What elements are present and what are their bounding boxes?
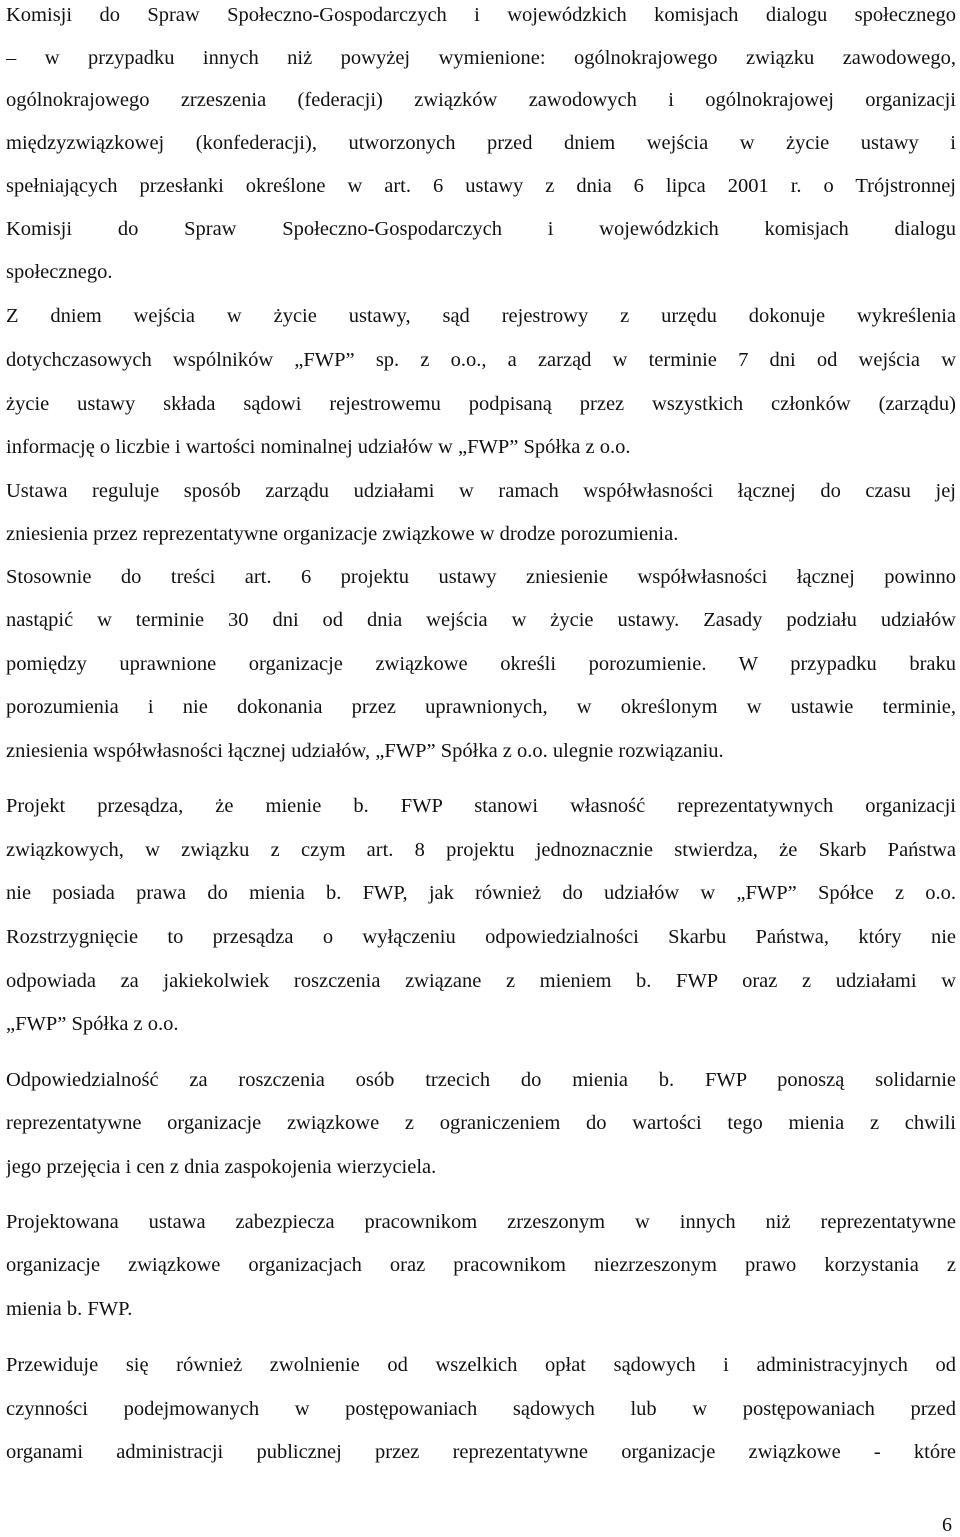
- text-line: związkowych, w związku z czym art. 8 projektu jednoznacznie stwierdza, że Skarb Państwa: [6, 839, 956, 861]
- text-line: mienia b. FWP.: [6, 1298, 133, 1320]
- text-line: Komisji do Spraw Społeczno-Gospodarczych i wojewódzkich komisjach dialogu społecznego: [6, 4, 956, 26]
- text-line: informację o liczbie i wartości nominalnej udziałów w „FWP” Spółka z o.o.: [6, 436, 631, 458]
- text-line: społecznego.: [6, 261, 113, 283]
- text-line: organami administracji publicznej przez reprezentatywne organizacje związkowe - które: [6, 1441, 956, 1463]
- text-line: Przewiduje się również zwolnienie od wszelkich opłat sądowych i administracyjnych od: [6, 1354, 956, 1376]
- text-line: organizacje związkowe organizacjach oraz pracownikom niezrzeszonym prawo korzystania z: [6, 1254, 956, 1276]
- text-line: jego przejęcia i cen z dnia zaspokojenia wierzyciela.: [6, 1156, 437, 1178]
- text-line: reprezentatywne organizacje związkowe z ograniczeniem do wartości tego mienia z chwili: [6, 1112, 956, 1134]
- text-line: Ustawa reguluje sposób zarządu udziałami w ramach współwłasności łącznej do czasu jej: [6, 480, 956, 502]
- text-line: dotychczasowych wspólników „FWP” sp. z o.o., a zarząd w terminie 7 dni od wejścia w: [6, 349, 956, 371]
- text-line: Projektowana ustawa zabezpiecza pracownikom zrzeszonym w innych niż reprezentatywne: [6, 1211, 956, 1233]
- text-line: międzyzwiązkowej (konfederacji), utworzonych przed dniem wejścia w życie ustawy i: [6, 132, 956, 154]
- text-line: Rozstrzygnięcie to przesądza o wyłączeniu odpowiedzialności Skarbu Państwa, który nie: [6, 926, 956, 948]
- text-line: nie posiada prawa do mienia b. FWP, jak również do udziałów w „FWP” Spółce z o.o.: [6, 882, 956, 904]
- text-line: Komisji do Spraw Społeczno-Gospodarczych i wojewódzkich komisjach dialogu: [6, 218, 956, 240]
- text-line: porozumienia i nie dokonania przez uprawnionych, w określonym w ustawie terminie,: [6, 696, 956, 718]
- text-line: Odpowiedzialność za roszczenia osób trzecich do mienia b. FWP ponoszą solidarnie: [6, 1069, 956, 1091]
- text-line: życie ustawy składa sądowi rejestrowemu podpisaną przez wszystkich członków (zarządu): [6, 393, 956, 415]
- text-line: „FWP” Spółka z o.o.: [6, 1013, 179, 1035]
- text-line: Stosownie do treści art. 6 projektu ustawy zniesienie współwłasności łącznej powinno: [6, 566, 956, 588]
- text-line: pomiędzy uprawnione organizacje związkowe określi porozumienie. W przypadku braku: [6, 653, 956, 675]
- text-line: – w przypadku innych niż powyżej wymienione: ogólnokrajowego związku zawodowego,: [6, 47, 956, 69]
- text-line: ogólnokrajowego zrzeszenia (federacji) związków zawodowych i ogólnokrajowej organizacji: [6, 89, 956, 111]
- text-line: Projekt przesądza, że mienie b. FWP stanowi własność reprezentatywnych organizacji: [6, 795, 956, 817]
- text-line: zniesienia współwłasności łącznej udziałów, „FWP” Spółka z o.o. ulegnie rozwiązaniu.: [6, 740, 724, 762]
- text-line: czynności podejmowanych w postępowaniach sądowych lub w postępowaniach przed: [6, 1398, 956, 1420]
- text-line: zniesienia przez reprezentatywne organizacje związkowe w drodze porozumienia.: [6, 523, 679, 545]
- text-line: nastąpić w terminie 30 dni od dnia wejścia w życie ustawy. Zasady podziału udziałów: [6, 609, 956, 631]
- text-line: spełniających przesłanki określone w art. 6 ustawy z dnia 6 lipca 2001 r. o Trójstronnej: [6, 175, 956, 197]
- page-number: 6: [942, 1514, 952, 1536]
- text-line: Z dniem wejścia w życie ustawy, sąd rejestrowy z urzędu dokonuje wykreślenia: [6, 305, 956, 327]
- text-line: odpowiada za jakiekolwiek roszczenia związane z mieniem b. FWP oraz z udziałami w: [6, 970, 956, 992]
